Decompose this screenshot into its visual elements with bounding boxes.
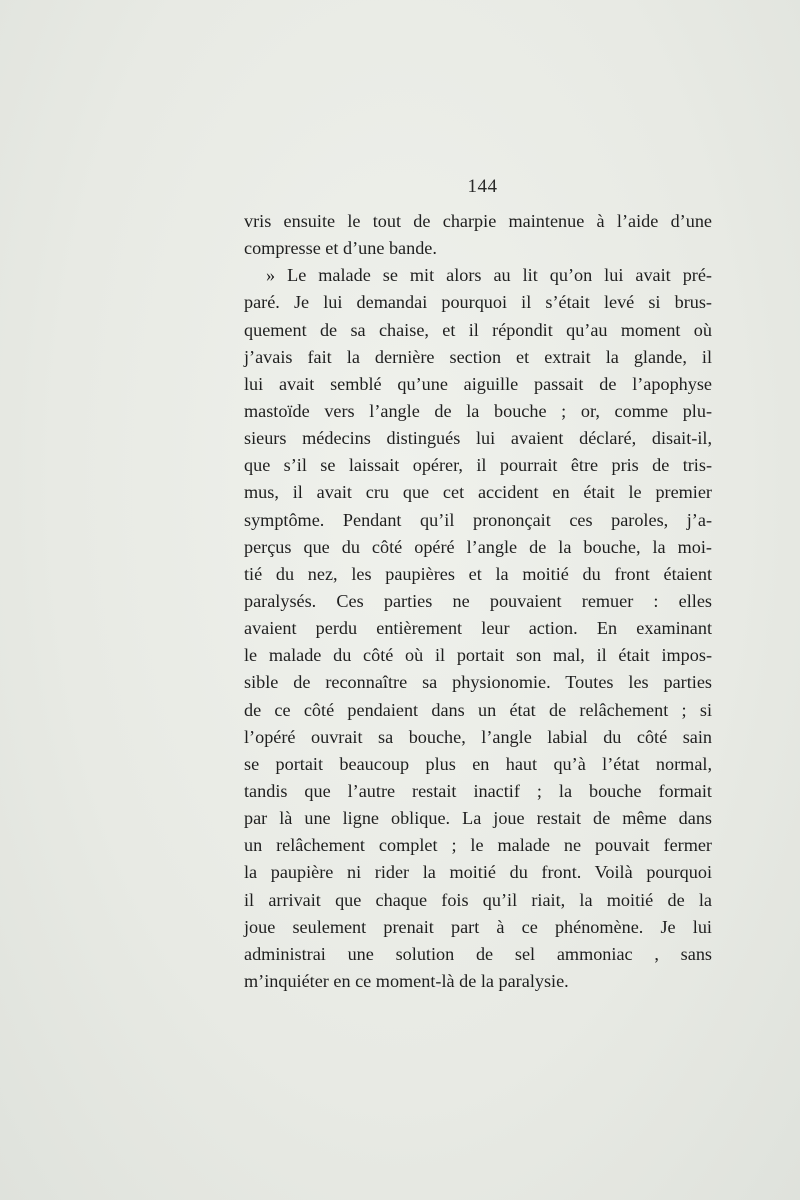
- text-line: tandis que l’autre restait inactif ; la bouche formait: [244, 780, 712, 801]
- text-line: sieurs médecins distingués lui avaient déclaré, disait-il,: [244, 428, 712, 449]
- text-line: administrai une solution de sel ammoniac , sans: [244, 943, 712, 964]
- text-line: perçus que du côté opéré l’angle de la bouche, la moi-: [244, 536, 712, 557]
- text-line: lui avait semblé qu’une aiguille passait de l’apophyse: [244, 373, 712, 394]
- text-line: compresse et d’une bande.: [244, 238, 437, 259]
- text-line: mastoïde vers l’angle de la bouche ; or, comme plu-: [244, 400, 712, 421]
- text-line: il arrivait que chaque fois qu’il riait, la moitié de la: [244, 889, 712, 910]
- text-line: la paupière ni rider la moitié du front. Voilà pourquoi: [244, 862, 712, 883]
- text-line: l’opéré ouvrait sa bouche, l’angle labial du côté sain: [244, 726, 712, 747]
- text-line: paralysés. Ces parties ne pouvaient remuer : elles: [244, 590, 712, 611]
- text-line: joue seulement prenait part à ce phénomène. Je lui: [244, 916, 712, 937]
- text-line: m’inquiéter en ce moment-là de la paralysie.: [244, 970, 569, 991]
- text-line: un relâchement complet ; le malade ne pouvait fermer: [244, 835, 712, 856]
- text-line: par là une ligne oblique. La joue restait de même dans: [244, 808, 712, 829]
- text-line: le malade du côté où il portait son mal, il était impos-: [244, 645, 712, 666]
- text-line: sible de reconnaître sa physionomie. Toutes les parties: [244, 672, 712, 693]
- body-text: [244, 208, 712, 995]
- text-line: tié du nez, les paupières et la moitié du front étaient: [244, 563, 712, 584]
- text-line: avaient perdu entièrement leur action. En examinant: [244, 618, 712, 639]
- text-line: de ce côté pendaient dans un état de relâchement ; si: [244, 699, 712, 720]
- text-line: » Le malade se mit alors au lit qu’on lui avait pré-: [266, 265, 712, 286]
- page-number: 144: [467, 176, 498, 197]
- text-line: symptôme. Pendant qu’il prononçait ces paroles, j’a-: [244, 509, 712, 530]
- text-line: que s’il se laissait opérer, il pourrait être pris de tris-: [244, 455, 712, 476]
- text-line: vris ensuite le tout de charpie maintenue à l’aide d’une: [244, 211, 712, 231]
- text-line: mus, il avait cru que cet accident en était le premier: [244, 482, 712, 503]
- text-line: j’avais fait la dernière section et extrait la glande, il: [244, 346, 712, 367]
- text-line: paré. Je lui demandai pourquoi il s’était levé si brus-: [244, 292, 712, 313]
- text-line: quement de sa chaise, et il répondit qu’au moment où: [244, 319, 712, 340]
- text-line: se portait beaucoup plus en haut qu’à l’état normal,: [244, 753, 712, 774]
